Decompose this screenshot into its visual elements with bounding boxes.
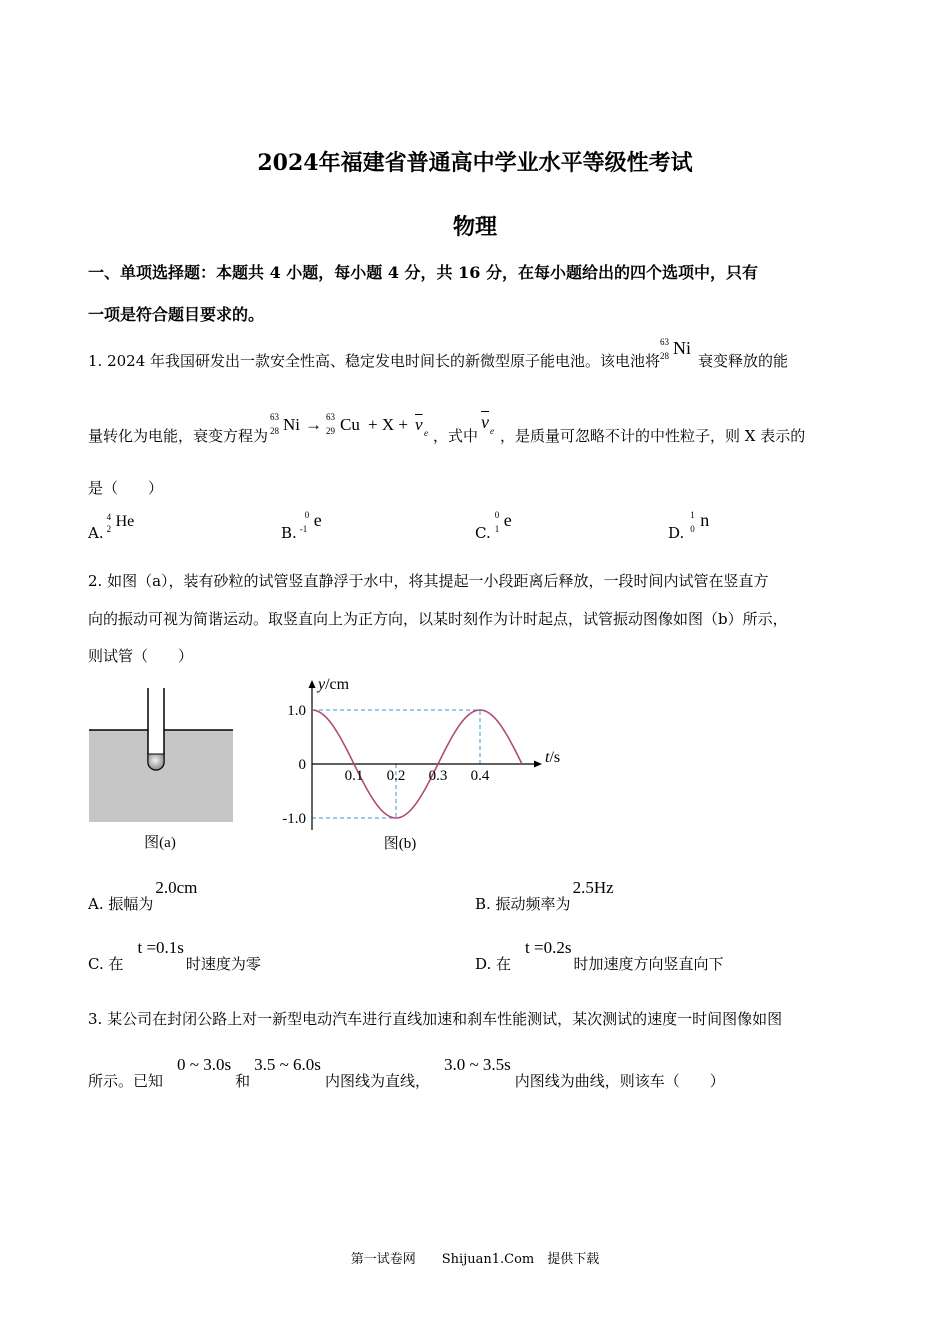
y-axis-label: y/cm xyxy=(318,676,350,693)
chart-labels xyxy=(282,676,560,827)
q1-nuclide-ni xyxy=(660,337,698,366)
option-nuclide xyxy=(491,510,531,538)
y-axis-arrow xyxy=(309,680,316,688)
q1-option-c[interactable] xyxy=(475,510,531,542)
q3-line1: 3. 某公司在封闭公路上对一新型电动汽车进行直线加速和刹车性能测试，某次测试的速度一时间图像如图 xyxy=(88,1010,783,1028)
option-label: D. xyxy=(668,524,685,542)
option-label: A. 振幅为 xyxy=(88,895,154,913)
eq-arrow: → xyxy=(305,415,323,434)
section-heading-line1: 一、单项选择题：本题共 4 小题，每小题 4 分，共 16 分，在每小题给出的四个选项中，只有 xyxy=(88,263,758,282)
x-axis-arrow xyxy=(534,761,542,768)
option-mass: 0 xyxy=(304,510,310,520)
q1-option-b[interactable] xyxy=(281,510,337,542)
option-symbol: He xyxy=(115,513,135,530)
option-mass: 1 xyxy=(690,510,695,520)
q2-option-b[interactable] xyxy=(475,878,614,914)
q3-math-2: 3.5 ~ 6.0s xyxy=(254,1055,321,1074)
option-z: 2 xyxy=(106,524,112,534)
q1-text-a: 1. 2024 年我国研发出一款安全性高、稳定发电时间长的新微型原子能电池。该电池将 xyxy=(88,352,661,370)
eq-nu-sub: e xyxy=(424,428,429,438)
option-label: B. xyxy=(281,524,297,542)
eq-nu: $\overline{v}$ xyxy=(415,415,423,434)
section-heading xyxy=(88,252,868,336)
q1-option-a[interactable] xyxy=(88,512,144,542)
figure-a-test-tube xyxy=(86,684,238,860)
eq-ni-mass: 63 xyxy=(270,412,280,422)
q1-text-line2a: 量转化为电能，衰变方程为 xyxy=(88,427,269,445)
y-tick-label: 1.0 xyxy=(287,703,306,719)
ni-mass: 63 xyxy=(660,337,670,347)
q3-text-b: 和 xyxy=(235,1072,251,1090)
option-symbol: n xyxy=(700,510,710,530)
eq-cu-symbol: Cu xyxy=(340,415,360,434)
q2-line1: 2. 如图（a），装有砂粒的试管竖直静浮于水中，将其提起一小段距离后释放，一段时间内试管在竖直方 xyxy=(88,572,769,590)
option-z: 1 xyxy=(494,524,500,534)
option-nuclide xyxy=(297,510,337,538)
q1-text-line2b: ，式中 xyxy=(433,427,479,445)
option-mass: 4 xyxy=(106,512,112,522)
eq-rest: + X + xyxy=(368,415,408,434)
subject-title: 物理 xyxy=(452,214,497,240)
option-math: 2.0cm xyxy=(155,878,198,897)
eq-ni-symbol: Ni xyxy=(283,415,301,434)
q2-option-c[interactable] xyxy=(88,938,261,974)
option-z: -1 xyxy=(299,524,308,534)
x-tick-label: 0.2 xyxy=(386,768,406,784)
option-symbol: e xyxy=(313,510,322,530)
option-math: t =0.1s xyxy=(137,938,184,957)
option-label: C. 在 xyxy=(88,955,124,973)
figure-b-caption: 图(b) xyxy=(383,836,417,852)
q1-line2 xyxy=(88,412,806,446)
option-z: 0 xyxy=(690,524,695,534)
option-text-after: 时加速度方向竖直向下 xyxy=(573,955,724,973)
q1-nu-symbol xyxy=(478,412,500,441)
sand-grains xyxy=(148,754,164,770)
nu-sub: e xyxy=(490,426,495,436)
q2-line2: 向的振动可视为简谐运动。取竖直向上为正方向，以某时刻作为计时起点，试管振动图像如图（b）所示， xyxy=(88,610,788,628)
q1-line1 xyxy=(88,337,789,371)
option-label: D. 在 xyxy=(475,955,512,973)
option-nuclide xyxy=(684,510,724,538)
q3-math-1: 0 ~ 3.0s xyxy=(177,1055,232,1074)
section-heading-line2: 一项是符合题目要求的。 xyxy=(88,305,265,324)
x-axis-label: t/s xyxy=(545,749,561,766)
q1-text-b: 衰变释放的能 xyxy=(698,352,789,370)
y-tick-label: 0 xyxy=(298,757,306,773)
ni-symbol: Ni xyxy=(673,338,692,358)
exam-title: 2024年福建省普通高中学业水平等级性考试 xyxy=(257,150,693,176)
q1-decay-equation xyxy=(268,412,433,441)
q1-line3: 是（ ） xyxy=(88,479,164,497)
page-footer: 第一试卷网 Shijuan1.Com 提供下载 xyxy=(350,1252,600,1267)
q3-line2 xyxy=(88,1055,725,1091)
q1-text-line2c: ，是质量可忽略不计的中性粒子，则 X 表示的 xyxy=(500,427,806,445)
option-label: C. xyxy=(475,524,491,542)
option-math: t =0.2s xyxy=(525,938,572,957)
q2-line3: 则试管（ ） xyxy=(88,647,194,665)
nu-symbol: $\overline{v}$ xyxy=(481,412,490,432)
option-mass: 0 xyxy=(494,510,500,520)
figure-a-caption: 图(a) xyxy=(144,835,176,851)
q3-text-a: 所示。已知 xyxy=(88,1072,164,1090)
option-nuclide xyxy=(104,512,144,538)
option-symbol: e xyxy=(503,510,512,530)
q3-text-c: 内图线为直线， xyxy=(324,1072,430,1090)
option-text-after: 时速度为零 xyxy=(185,955,261,973)
x-tick-label: 0.3 xyxy=(428,768,448,784)
y-tick-label: -1.0 xyxy=(282,811,306,827)
eq-ni-z: 28 xyxy=(270,426,280,436)
q3-text-d: 内图线为曲线，则该车（ ） xyxy=(514,1072,725,1090)
option-math: 2.5Hz xyxy=(572,878,614,897)
eq-cu-mass: 63 xyxy=(326,412,336,422)
q3-math-3: 3.0 ~ 3.5s xyxy=(443,1055,511,1074)
q2-option-d[interactable] xyxy=(475,938,724,974)
eq-cu-z: 29 xyxy=(326,426,336,436)
q2-option-a[interactable] xyxy=(88,878,198,914)
figure-b-chart xyxy=(270,670,580,860)
x-tick-label: 0.1 xyxy=(344,768,364,784)
q1-option-d[interactable] xyxy=(668,510,724,542)
x-tick-label: 0.4 xyxy=(470,768,490,784)
option-label: A. xyxy=(88,524,104,542)
ni-z: 28 xyxy=(660,351,670,361)
option-label: B. 振动频率为 xyxy=(475,895,571,913)
